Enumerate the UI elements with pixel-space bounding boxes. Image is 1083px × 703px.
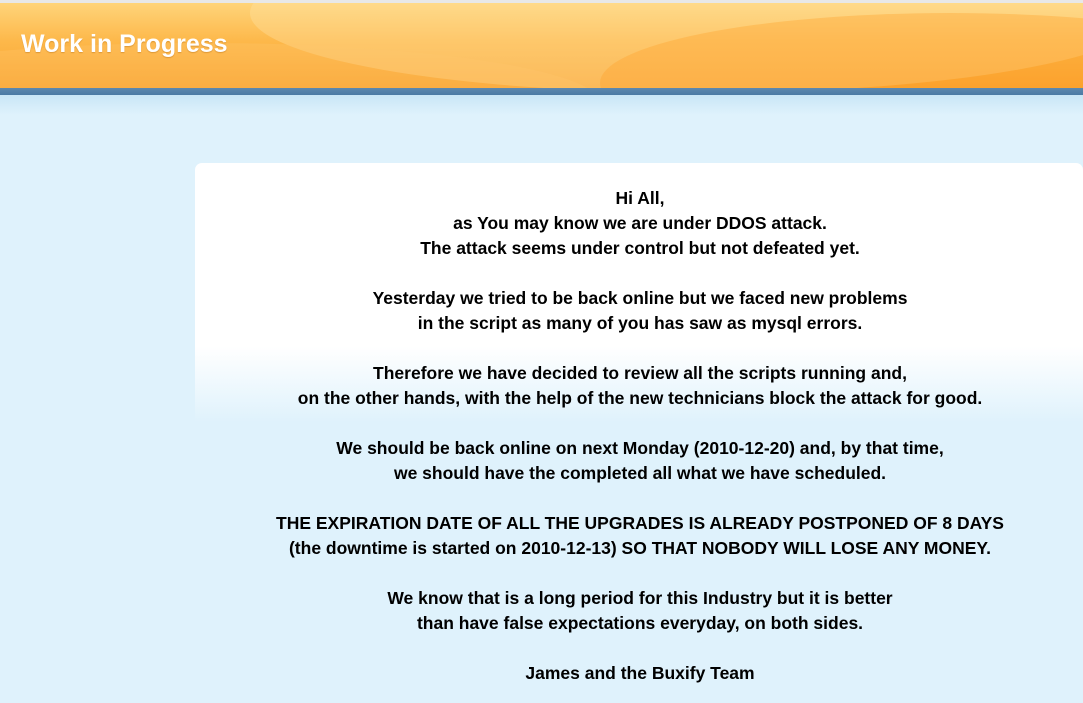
- message-line: James and the Buxify Team: [525, 663, 755, 683]
- message-line: We know that is a long period for this Industry but it is better: [387, 588, 893, 608]
- message-line: as You may know we are under DDOS attack.: [453, 213, 827, 233]
- message-line: Therefore we have decided to review all the scripts running and,: [373, 363, 907, 383]
- message-line: we should have the completed all what we have scheduled.: [393, 463, 887, 483]
- message-signature: [195, 661, 1083, 686]
- message-line: Yesterday we tried to be back online but we faced new problems: [372, 288, 908, 308]
- message-paragraph-expectations: [195, 586, 1083, 636]
- message-paragraph-greeting: [195, 186, 1083, 261]
- message-line: in the script as many of you has saw as mysql errors.: [417, 313, 863, 333]
- announcement-message: [195, 186, 1083, 686]
- message-line: (the downtime is started on 2010-12-13) SO THAT NOBODY WILL LOSE ANY MONEY.: [288, 538, 992, 558]
- header-banner: [0, 0, 1083, 88]
- message-line: Hi All,: [615, 188, 665, 208]
- header-divider: [0, 88, 1083, 95]
- message-line: We should be back online on next Monday (2010-12-20) and, by that time,: [336, 438, 944, 458]
- message-paragraph-expiration-notice: [195, 511, 1083, 561]
- message-line: than have false expectations everyday, on both sides.: [416, 613, 864, 633]
- message-line: THE EXPIRATION DATE OF ALL THE UPGRADES IS ALREADY POSTPONED OF 8 DAYS: [276, 513, 1004, 533]
- message-line: The attack seems under control but not defeated yet.: [420, 238, 860, 258]
- header-shadow: [0, 95, 1083, 115]
- message-paragraph-schedule: [195, 436, 1083, 486]
- message-line: on the other hands, with the help of the new technicians block the attack for good.: [297, 388, 983, 408]
- message-paragraph-yesterday: [195, 286, 1083, 336]
- page-title: Work in Progress: [21, 30, 228, 58]
- message-paragraph-review: [195, 361, 1083, 411]
